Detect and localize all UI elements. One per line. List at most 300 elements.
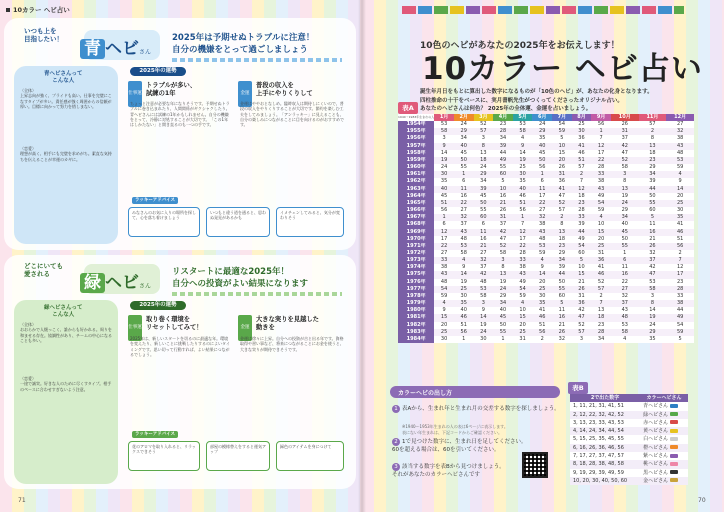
number-cell: 32	[552, 336, 572, 343]
table-a-tag: 表A	[398, 102, 418, 114]
number-cell: 37	[611, 135, 639, 142]
number-cell: 54	[434, 286, 454, 293]
number-cell: 8	[639, 300, 667, 307]
number-cell: 8	[611, 178, 639, 185]
number-cell: 19	[493, 279, 513, 286]
right-title: 10カラー ヘビ占い	[422, 51, 703, 87]
number-cell: 17	[666, 271, 694, 278]
number-cell: 31	[493, 214, 513, 221]
number-cell: 24	[434, 164, 454, 171]
bullet-square	[6, 8, 10, 12]
number-cell: 59	[666, 329, 694, 336]
number-cell: 2	[532, 336, 552, 343]
number-cell: 54	[572, 243, 592, 250]
month-header: 1月	[434, 114, 454, 121]
table-row	[570, 460, 688, 468]
year-cell: 1967年	[398, 214, 434, 221]
number-cell: 9	[666, 178, 694, 185]
month-header: 9月	[591, 114, 611, 121]
number-cell: 22	[591, 157, 611, 164]
number-cell: 31	[591, 250, 611, 257]
number-cell: 2	[572, 171, 592, 178]
table-row	[398, 121, 694, 128]
number-cell: 58	[434, 128, 454, 135]
table-row	[398, 250, 694, 257]
snake-color-cell	[640, 411, 688, 419]
number-cell: 58	[454, 250, 474, 257]
number-cell: 38	[591, 178, 611, 185]
year-cell: 1968年	[398, 221, 434, 228]
number-cell: 40	[434, 186, 454, 193]
number-cell: 24	[532, 121, 552, 128]
number-cell: 37	[493, 221, 513, 228]
number-cell: 39	[639, 178, 667, 185]
number-cell: 59	[666, 164, 694, 171]
number-cell: 58	[611, 329, 639, 336]
color-swatch-icon	[670, 454, 678, 458]
number-cell: 20	[666, 193, 694, 200]
number-cell: 54	[591, 200, 611, 207]
table-row	[398, 207, 694, 214]
number-cell: 4	[532, 257, 552, 264]
number-cell: 20	[552, 157, 572, 164]
number-cell: 6	[474, 221, 494, 228]
green-profile-title: 緑ヘビさんって こんな人	[44, 305, 83, 318]
number-cell: 51	[572, 157, 592, 164]
number-cell: 9	[434, 143, 454, 150]
howto-step-1-note: ※1940〜1953年生まれの人の表は6ページに表示します。 表にない年生まれは、下記コードからご確認ください。	[402, 424, 508, 435]
number-cell: 51	[454, 322, 474, 329]
number-cell: 12	[434, 229, 454, 236]
number-cell: 56	[532, 329, 552, 336]
number-cell: 1	[493, 336, 513, 343]
table-b-tag: 表B	[568, 382, 588, 394]
year-cell: 1954年	[398, 121, 434, 128]
number-cell: 34	[591, 336, 611, 343]
table-row	[570, 419, 688, 427]
number-cell: 39	[474, 186, 494, 193]
table-row	[398, 128, 694, 135]
number-cell: 41	[532, 307, 552, 314]
number-cell: 43	[611, 307, 639, 314]
number-cell: 45	[611, 229, 639, 236]
page-number: 71	[18, 497, 26, 504]
month-header: 4月	[493, 114, 513, 121]
number-cell: 39	[572, 221, 592, 228]
number-cell: 46	[454, 314, 474, 321]
table2-header: 2で出た数字	[570, 394, 640, 402]
step-number: 1	[392, 405, 400, 413]
number-cell: 59	[513, 293, 533, 300]
number-cell: 33	[572, 214, 592, 221]
snake-color-cell	[640, 435, 688, 443]
number-cell: 5	[493, 178, 513, 185]
blue-tip-2: いつもと違う道を通ると、思わぬ発見があるかも	[206, 207, 270, 237]
number-cell: 6	[434, 221, 454, 228]
number-cell: 35	[532, 135, 552, 142]
number-cell: 41	[572, 143, 592, 150]
snake-color-label: 白ヘビさん	[643, 436, 669, 443]
number-cell: 17	[591, 150, 611, 157]
number-cell: 45	[454, 150, 474, 157]
number-cell: 30	[666, 207, 694, 214]
number-cell: 50	[552, 279, 572, 286]
number-cell: 24	[474, 164, 494, 171]
number-cell: 25	[666, 200, 694, 207]
number-cell: 1	[611, 250, 639, 257]
number-cell: 29	[611, 207, 639, 214]
number-cell: 20	[591, 236, 611, 243]
number-cell: 60	[639, 207, 667, 214]
number-cell: 6	[611, 257, 639, 264]
number-cell: 23	[591, 322, 611, 329]
number-cell: 25	[513, 329, 533, 336]
number-cell: 38	[513, 264, 533, 271]
table-row	[570, 469, 688, 477]
number-cell: 34	[639, 171, 667, 178]
number-cell: 49	[572, 236, 592, 243]
table-row	[398, 329, 694, 336]
number-cell: 29	[639, 329, 667, 336]
howto-step-1	[392, 405, 564, 413]
number-cell: 11	[454, 186, 474, 193]
number-cell: 29	[552, 250, 572, 257]
table-row	[398, 307, 694, 314]
number-cell: 5	[572, 257, 592, 264]
blue-tip-1: みなさんのお気に入りの場所を探して、心を落ち着けましょう	[128, 207, 200, 237]
table-row	[398, 300, 694, 307]
number-cell: 22	[454, 200, 474, 207]
number-cell: 3	[611, 171, 639, 178]
year-cell: 1977年	[398, 286, 434, 293]
number-cell: 59	[552, 128, 572, 135]
number-cell: 32	[474, 257, 494, 264]
number-cell: 46	[532, 314, 552, 321]
number-cell: 15	[552, 150, 572, 157]
year-cell: 1956年	[398, 135, 434, 142]
number-cell: 52	[611, 157, 639, 164]
number-cell: 47	[572, 314, 592, 321]
number-cell: 39	[552, 264, 572, 271]
number-cell: 51	[666, 236, 694, 243]
number-cell: 11	[552, 307, 572, 314]
snake-color-label: 桃ヘビさん	[643, 461, 669, 468]
year-cell: 1983年	[398, 329, 434, 336]
number-cell: 1	[513, 214, 533, 221]
number-cell: 10	[591, 221, 611, 228]
number-list-cell: 6, 16, 26, 36, 46, 56	[573, 444, 624, 451]
number-cell: 7	[666, 257, 694, 264]
number-cell: 43	[532, 229, 552, 236]
number-cell: 53	[434, 121, 454, 128]
number-cell: 20	[532, 279, 552, 286]
year-cell: 1961年	[398, 171, 434, 178]
number-cell: 47	[552, 193, 572, 200]
number-cell: 11	[611, 264, 639, 271]
number-cell: 19	[454, 279, 474, 286]
number-cell: 12	[591, 143, 611, 150]
number-cell: 27	[666, 121, 694, 128]
number-cell: 59	[591, 207, 611, 214]
number-cell: 57	[572, 164, 592, 171]
blue-profile-body-a: 〈全体〉 上昇志向が強く、プライドも高い。仕事を完璧にこなすタイプが多い。責任感が強く周囲からの信頼が厚い。目標に向かって努力を惜しまない。	[20, 88, 112, 109]
number-cell: 38	[532, 221, 552, 228]
number-cell: 47	[611, 150, 639, 157]
number-cell: 11	[474, 229, 494, 236]
number-cell: 41	[591, 264, 611, 271]
number-cell: 54	[513, 286, 533, 293]
green-tip-3: 緑色のアイテムを身につけて	[276, 441, 344, 471]
number-list-cell: 1, 11, 21, 31, 41, 51	[573, 403, 624, 410]
year-cell: 1960年	[398, 164, 434, 171]
number-cell: 31	[552, 171, 572, 178]
wavy-divider	[172, 58, 342, 62]
year-cell: 1981年	[398, 314, 434, 321]
month-header: 6月	[532, 114, 552, 121]
number-cell: 25	[572, 121, 592, 128]
number-cell: 28	[591, 164, 611, 171]
color-swatch-icon	[670, 470, 678, 474]
number-cell: 30	[572, 128, 592, 135]
number-cell: 26	[572, 286, 592, 293]
number-cell: 18	[639, 150, 667, 157]
number-list-cell: 3, 13, 23, 33, 43, 53	[573, 419, 624, 426]
number-cell: 32	[639, 250, 667, 257]
number-cell: 34	[474, 178, 494, 185]
year-cell: 1979年	[398, 300, 434, 307]
number-cell: 36	[591, 257, 611, 264]
step-1-text: 表Aから、生まれ年と生まれ月の交差する数字を探しましょう。	[402, 406, 560, 412]
year-cell: 1965年	[398, 200, 434, 207]
number-cell: 37	[454, 221, 474, 228]
year-cell: 1976年	[398, 279, 434, 286]
number-cell: 53	[666, 157, 694, 164]
number-cell: 9	[434, 307, 454, 314]
number-cell: 47	[639, 271, 667, 278]
year-cell: 1964年	[398, 193, 434, 200]
number-cell: 56	[666, 243, 694, 250]
number-cell: 1	[434, 214, 454, 221]
color-swatch-icon	[670, 437, 678, 441]
green-tip-2: 部屋の模様替えをすると運気アップ	[206, 441, 270, 471]
number-cell: 16	[552, 314, 572, 321]
table-row	[398, 193, 694, 200]
number-cell: 48	[474, 279, 494, 286]
number-cell: 35	[513, 178, 533, 185]
blue-col2-head: 普段の収入を 上手にやりくりして	[256, 82, 313, 97]
number-cell: 4	[666, 171, 694, 178]
number-cell: 17	[513, 236, 533, 243]
number-cell: 52	[493, 243, 513, 250]
number-cell: 8	[474, 143, 494, 150]
number-cell: 59	[434, 293, 454, 300]
number-cell: 43	[513, 271, 533, 278]
number-cell: 3	[493, 257, 513, 264]
number-cell: 46	[591, 271, 611, 278]
year-cell: 1962年	[398, 178, 434, 185]
number-cell: 43	[666, 143, 694, 150]
number-cell: 24	[611, 200, 639, 207]
number-cell: 47	[493, 236, 513, 243]
number-cell: 55	[474, 207, 494, 214]
color-swatch-icon	[670, 404, 678, 408]
number-cell: 48	[532, 236, 552, 243]
number-cell: 14	[666, 186, 694, 193]
number-cell: 56	[434, 207, 454, 214]
number-cell: 48	[611, 314, 639, 321]
number-cell: 24	[639, 322, 667, 329]
number-cell: 41	[552, 186, 572, 193]
number-cell: 51	[532, 322, 552, 329]
number-cell: 5	[552, 135, 572, 142]
number-cell: 3	[474, 300, 494, 307]
step-number: 3	[392, 463, 400, 471]
number-cell: 5	[552, 300, 572, 307]
number-cell: 15	[513, 314, 533, 321]
color-swatch-icon	[670, 462, 678, 466]
number-list-cell: 2, 12, 22, 32, 42, 52	[573, 411, 624, 418]
table-row	[398, 171, 694, 178]
number-cell: 19	[611, 193, 639, 200]
number-cell: 15	[434, 314, 454, 321]
number-cell: 53	[532, 243, 552, 250]
table-row	[398, 214, 694, 221]
number-cell: 34	[454, 135, 474, 142]
number-cell: 14	[532, 271, 552, 278]
number-cell: 42	[611, 143, 639, 150]
number-cell: 23	[639, 157, 667, 164]
snake-color-cell	[640, 444, 688, 452]
green-hebi: ヘビ	[105, 273, 139, 293]
green-profile-body-a: 〈全体〉 おおらかで人懐っこく、誰からも好かれる。周りを和ませる存在。協調性があり、チームの中心になることも多い。	[20, 322, 112, 343]
number-cell: 24	[474, 329, 494, 336]
number-cell: 18	[572, 193, 592, 200]
number-cell: 43	[591, 186, 611, 193]
year-cell: 1973年	[398, 257, 434, 264]
number-cell: 14	[513, 150, 533, 157]
number-cell: 21	[474, 243, 494, 250]
snake-color-cell	[640, 469, 688, 477]
number-cell: 7	[513, 221, 533, 228]
number-cell: 23	[666, 279, 694, 286]
number-cell: 35	[666, 214, 694, 221]
blue-headline: 2025年は予期せぬトラブルに注意！ 自分の機嫌をとって過ごしましょう	[172, 33, 315, 55]
step-2-text: 1で見つけた数字に、生まれ日を足してください。 60を超える場合は、60を引いてください。	[392, 439, 527, 453]
number-cell: 28	[591, 329, 611, 336]
number-cell: 34	[611, 214, 639, 221]
blue-profile-body-b: 〈恋愛〉 理想が高く、相手にも完璧を求めがち。素直な気持ちを伝えることが幸運のカギに。	[20, 146, 112, 162]
number-cell: 33	[591, 171, 611, 178]
number-cell: 39	[493, 143, 513, 150]
number-cell: 25	[532, 286, 552, 293]
snake-color-cell	[640, 460, 688, 468]
number-cell: 50	[474, 200, 494, 207]
number-cell: 60	[493, 171, 513, 178]
month-header: 8月	[572, 114, 592, 121]
number-cell: 35	[454, 300, 474, 307]
month-header: 2月	[454, 114, 474, 121]
number-cell: 37	[639, 257, 667, 264]
number-cell: 26	[552, 164, 572, 171]
number-cell: 13	[552, 229, 572, 236]
number-cell: 4	[611, 336, 639, 343]
number-cell: 1	[591, 128, 611, 135]
number-cell: 21	[493, 200, 513, 207]
number-cell: 18	[474, 157, 494, 164]
number-cell: 2	[666, 250, 694, 257]
number-cell: 16	[493, 193, 513, 200]
green-col1-head: 取り巻く環境を リセットしてみて！	[146, 316, 203, 331]
number-cell: 44	[666, 307, 694, 314]
table-row	[398, 293, 694, 300]
number-list-cell: 5, 15, 25, 35, 45, 55	[573, 436, 624, 443]
number-cell: 58	[611, 164, 639, 171]
year-cell: 1974年	[398, 264, 434, 271]
number-cell: 42	[474, 271, 494, 278]
number-cell: 57	[639, 121, 667, 128]
wavy-divider	[172, 292, 342, 296]
number-cell: 35	[434, 178, 454, 185]
number-cell: 30	[434, 171, 454, 178]
snake-color-cell	[640, 477, 688, 485]
green-col1-body: 2025年は、新しいスタートを切るのに最適な年。環境を変えたり、新しいことに挑戦したりするのによいタイミングです。思い切って行動すれば、よい結果につながるでしょう。	[130, 336, 230, 357]
table-row	[570, 452, 688, 460]
table-row	[398, 236, 694, 243]
number-cell: 34	[493, 300, 513, 307]
green-kanji: 緑	[80, 273, 105, 293]
number-cell: 55	[454, 164, 474, 171]
number-cell: 56	[532, 164, 552, 171]
table-row	[398, 143, 694, 150]
number-cell: 36	[572, 135, 592, 142]
number-cell: 57	[572, 329, 592, 336]
number-cell: 50	[454, 157, 474, 164]
number-cell: 25	[513, 164, 533, 171]
number-cell: 50	[532, 157, 552, 164]
table-row	[398, 257, 694, 264]
number-cell: 24	[493, 286, 513, 293]
number-cell: 49	[591, 193, 611, 200]
number-cell: 56	[454, 329, 474, 336]
number-cell: 19	[434, 157, 454, 164]
qr-code-icon[interactable]	[522, 452, 548, 478]
month-header: 10月	[611, 114, 639, 121]
number-cell: 18	[591, 314, 611, 321]
number-cell: 30	[513, 171, 533, 178]
snake-color-label: 黄ヘビさん	[643, 428, 669, 435]
number-cell: 6	[454, 178, 474, 185]
number-cell: 7	[591, 300, 611, 307]
year-cell: 1978年	[398, 293, 434, 300]
number-cell: 14	[454, 271, 474, 278]
number-cell: 16	[639, 229, 667, 236]
number-cell: 26	[552, 329, 572, 336]
number-cell: 29	[532, 128, 552, 135]
table-row	[398, 322, 694, 329]
number-cell: 14	[639, 307, 667, 314]
number-cell: 56	[591, 121, 611, 128]
number-cell: 15	[591, 229, 611, 236]
number-cell: 11	[639, 221, 667, 228]
table-row	[398, 336, 694, 343]
year-cell: 1969年	[398, 229, 434, 236]
number-cell: 44	[639, 186, 667, 193]
number-cell: 1	[454, 336, 474, 343]
number-cell: 29	[639, 164, 667, 171]
year-cell: 1958年	[398, 150, 434, 157]
year-cell: 1966年	[398, 207, 434, 214]
year-cell: 1970年	[398, 236, 434, 243]
